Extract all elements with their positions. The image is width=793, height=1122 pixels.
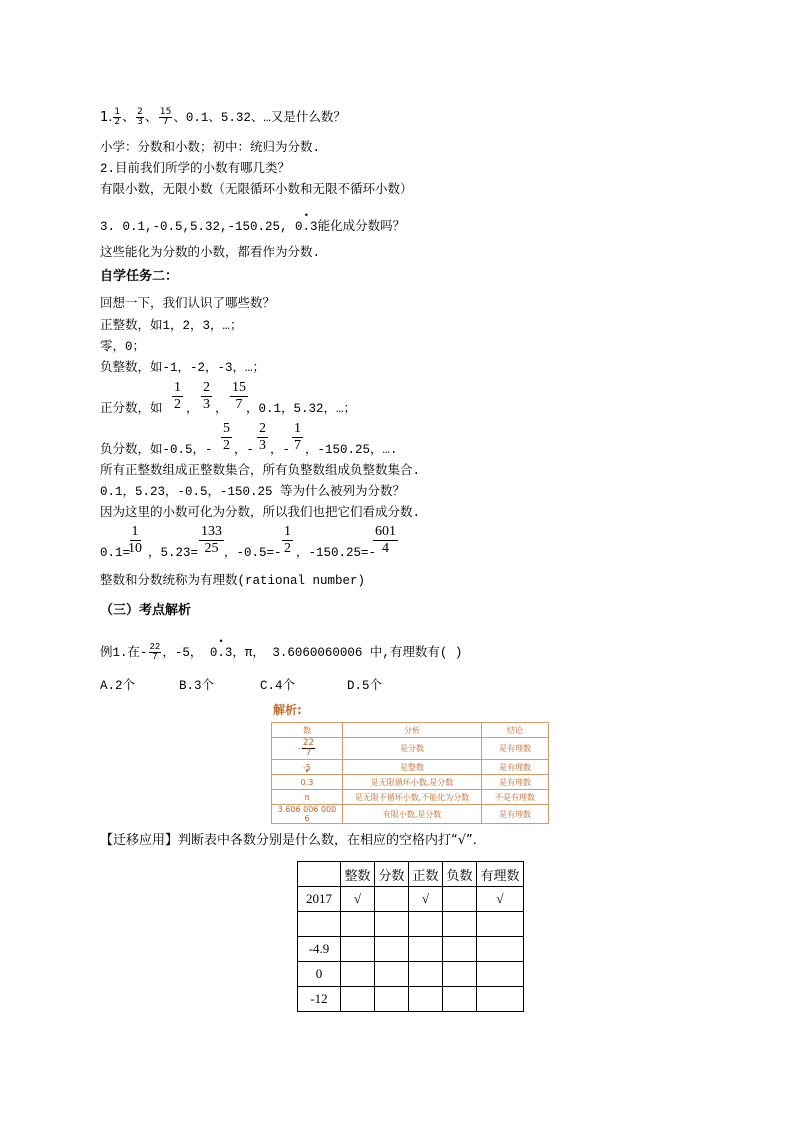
q1-suffix: 、0.1、5.32、…又是什么数？ (173, 111, 346, 125)
fraction-1-10: 1 10 (128, 524, 142, 556)
zero-line: 零，0； (100, 340, 146, 354)
question-1: 1. $\frac{1}{2}$ 、 $\frac{2}{3}$ 、 $\frac{15}{7}$ 、0.1、5.32、…又是什么数？ (100, 107, 346, 127)
check-header: 有理数 (477, 862, 524, 887)
check-cell[interactable] (341, 987, 375, 1012)
check-number: -4.9 (298, 937, 341, 962)
fraction-601-4: 601 4 (375, 524, 396, 556)
comma: ， (215, 402, 228, 416)
check-cell[interactable]: √ (477, 887, 524, 912)
recall-question: 回想一下，我们认识了哪些数？ (100, 297, 276, 311)
check-header: 负数 (443, 862, 477, 887)
fraction-15-7-large: 15 7 (232, 380, 246, 412)
analysis-number: -5 (272, 760, 343, 775)
check-cell[interactable] (477, 962, 524, 987)
fraction-2-3-neg: 2 3 (259, 421, 266, 453)
analysis-reason: 是无限不循环小数,不能化为分数 (343, 790, 482, 805)
analysis-number: - $\frac{22}{7}$ (272, 738, 343, 760)
analysis-row (272, 790, 549, 805)
q1-prefix: 1. (100, 110, 113, 125)
section-3-heading: （三）考点解析 (100, 603, 192, 618)
q3-prefix: 3. 0.1,-0.5,5.32,-150.25, (100, 220, 288, 234)
analysis-reason: 是整数 (343, 760, 482, 775)
check-row (298, 887, 524, 912)
separator: ，- (234, 443, 255, 457)
check-cell[interactable] (341, 912, 375, 937)
analysis-row (272, 738, 549, 760)
option-d: D.5个 (347, 679, 383, 693)
check-cell[interactable] (477, 987, 524, 1012)
fraction-1-2: $\frac{1}{2}$ (114, 107, 121, 127)
repeating-decimal: • 0.3 (210, 644, 233, 662)
analysis-header: 结论 (482, 723, 549, 738)
check-cell[interactable] (443, 987, 477, 1012)
because-line: 因为这里的小数可化为分数，所以我们也把它们看成分数. (100, 506, 421, 520)
check-number: 2017 (298, 887, 341, 912)
fraction-133-25: 133 25 (201, 524, 222, 556)
ex1-mid: ，-5， (162, 645, 203, 660)
q3-suffix: 能化成分数吗？ (317, 220, 406, 234)
check-cell[interactable] (341, 962, 375, 987)
analysis-row (272, 805, 549, 824)
analysis-title: 解析: (273, 703, 302, 717)
classification-table (297, 861, 524, 1012)
analysis-conclusion: 是有理数 (482, 738, 549, 760)
option-a: A.2个 (100, 679, 136, 693)
check-header: 分数 (375, 862, 409, 887)
check-cell[interactable] (477, 937, 524, 962)
check-cell[interactable]: √ (409, 887, 443, 912)
fraction-1-7-large: 1 7 (294, 421, 301, 453)
check-cell[interactable] (409, 937, 443, 962)
check-cell[interactable] (409, 912, 443, 937)
fraction-2-3: $\frac{2}{3}$ (137, 107, 143, 127)
check-row (298, 937, 524, 962)
example-1 (100, 643, 462, 662)
analysis-row (272, 760, 549, 775)
analysis-reason: 是无限循环小数,是分数 (343, 775, 482, 790)
analysis-header-row (272, 723, 549, 738)
check-row (298, 912, 524, 937)
answer-3: 这些能化为分数的小数，都看作为分数. (100, 246, 321, 260)
check-row (298, 987, 524, 1012)
check-header-row (298, 862, 524, 887)
question-3 (100, 218, 405, 236)
conv-05: ，-0.5=- (224, 546, 282, 560)
analysis-header: 分析 (343, 723, 482, 738)
positive-fractions-prefix: 正分数，如 (100, 402, 163, 416)
check-number: 0 (298, 962, 341, 987)
check-header: 正数 (409, 862, 443, 887)
ex1-suffix: ，π， 3.6060060006 中,有理数有( ) (232, 645, 463, 660)
option-b: B.3个 (179, 679, 215, 693)
positive-integers: 正整数，如1，2，3，…； (100, 319, 243, 333)
check-cell[interactable] (375, 937, 409, 962)
check-cell[interactable] (409, 962, 443, 987)
check-cell[interactable] (341, 937, 375, 962)
fraction-15-7: $\frac{15}{7}$ (159, 107, 172, 127)
check-cell[interactable] (375, 912, 409, 937)
option-c: C.4个 (260, 679, 296, 693)
answer-2: 有限小数，无限小数（无限循环小数和无限不循环小数） (100, 183, 413, 197)
check-cell[interactable] (375, 987, 409, 1012)
task-2-heading: 自学任务二： (100, 269, 179, 284)
comma: ， (186, 402, 199, 416)
sets-line: 所有正整数组成正整数集合，所有负整数组成负整数集合. (100, 464, 421, 478)
why-question: 0.1，5.23，-0.5，-150.25 等为什么被列为分数？ (100, 485, 406, 499)
analysis-row (272, 775, 549, 790)
analysis-number: π (272, 790, 343, 805)
conv-523: ，5.23= (148, 546, 199, 560)
analysis-conclusion: 是有理数 (482, 760, 549, 775)
negative-integers: 负整数，如-1，-2，-3，…； (100, 361, 266, 375)
fraction-5-2-large: 5 2 (223, 421, 230, 453)
analysis-conclusion: 不是有理数 (482, 790, 549, 805)
fraction-1-2-large: 1 2 (174, 380, 181, 412)
fraction-22-7: $\frac{22}{7}$ (149, 642, 161, 662)
check-row (298, 962, 524, 987)
negative-fractions-suffix: ，-150.25，…. (305, 443, 398, 457)
fraction-1-2-conv: 1 2 (284, 524, 291, 556)
check-cell[interactable] (375, 887, 409, 912)
question-2: 2.目前我们所学的小数有哪几类？ (100, 162, 291, 176)
fraction-2-3-large: 2 3 (203, 380, 210, 412)
analysis-reason: 有限小数,是分数 (343, 805, 482, 824)
rational-definition: 整数和分数统称为有理数(rational number) (100, 574, 366, 588)
check-cell[interactable]: √ (341, 887, 375, 912)
check-cell[interactable] (477, 912, 524, 937)
check-cell[interactable] (443, 887, 477, 912)
repeating-decimal: • 0.3 (295, 218, 318, 236)
check-cell[interactable] (409, 987, 443, 1012)
conv-150: ，-150.25=- (296, 546, 377, 560)
analysis-conclusion: 是有理数 (482, 775, 549, 790)
analysis-conclusion: 是有理数 (482, 805, 549, 824)
analysis-reason: 是分数 (343, 738, 482, 760)
ex1-prefix: 例1.在- (100, 645, 148, 660)
positive-fractions-suffix: ，0.1，5.32，…； (246, 402, 357, 416)
analysis-header: 数 (272, 723, 343, 738)
analysis-number: • 0.3 (272, 775, 343, 790)
analysis-number: 3.606 006 000 6 (272, 805, 343, 824)
answer-1: 小学：分数和小数；初中：统归为分数. (100, 141, 321, 155)
check-cell[interactable] (443, 937, 477, 962)
check-number (298, 912, 341, 937)
check-header (298, 862, 341, 887)
check-header: 整数 (341, 862, 375, 887)
apply-heading: 【迁移应用】判断表中各数分别是什么数，在相应的空格内打“√”. (100, 833, 477, 848)
check-cell[interactable] (375, 962, 409, 987)
conv-01: 0.1= (100, 546, 131, 560)
check-cell[interactable] (443, 912, 477, 937)
check-number: -12 (298, 987, 341, 1012)
analysis-table (271, 722, 549, 824)
negative-fractions-prefix: 负分数，如-0.5，- (100, 443, 213, 457)
check-cell[interactable] (443, 962, 477, 987)
separator: ，- (270, 443, 291, 457)
